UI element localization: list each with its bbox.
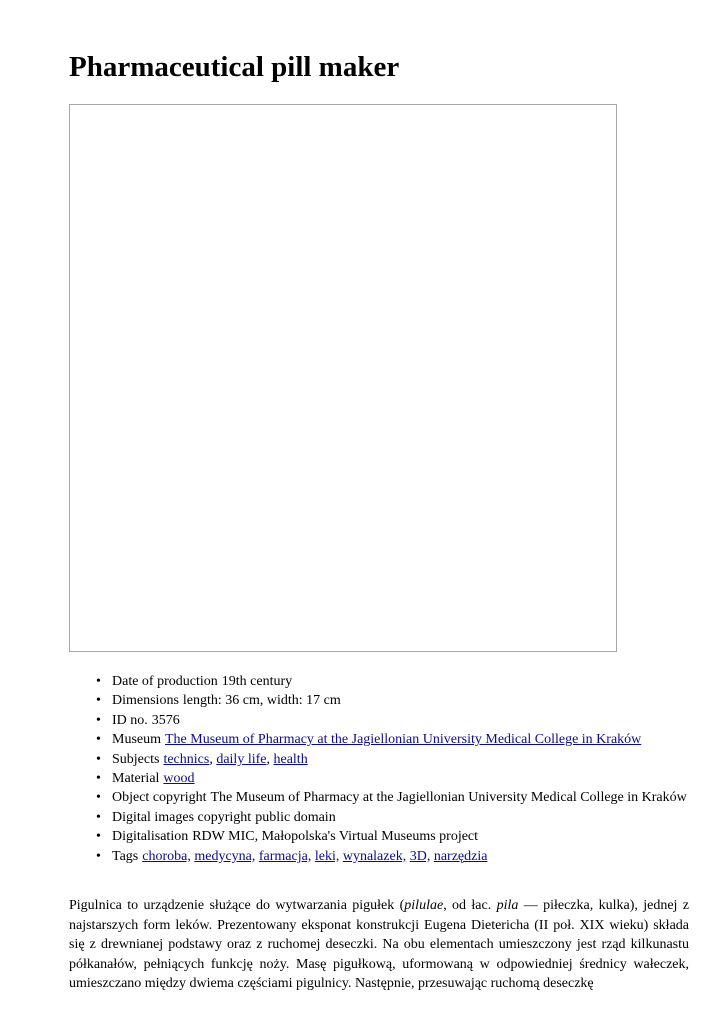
list-item-image-copyright [96,808,696,827]
digitalisation-value: RDW MIC, Małopolska's Virtual Museums project [192,829,479,845]
list-item-museum [96,730,696,749]
object-copyright-value: The Museum of Pharmacy at the Jagiellonian University Medical College in Kraków [210,790,687,806]
tag-link-choroba[interactable]: choroba, [142,848,191,864]
list-item-digitalisation [96,827,696,846]
bullet-icon: • [96,712,101,728]
tags-key: Tags [112,848,139,864]
image-copyright-value: public domain [255,809,336,825]
dimensions-key: Dimensions [112,693,179,709]
production-value: 19th century [221,674,293,689]
list-item-production [96,672,696,691]
list-item-material [96,769,696,788]
bullet-icon: • [96,848,101,864]
list-item-tags [96,847,696,866]
page-title: Pharmaceutical pill maker [69,51,400,83]
description-term-pila: pila [496,898,519,913]
subjects-key: Subjects [112,751,160,767]
bullet-icon: • [96,809,101,825]
bullet-icon: • [96,693,101,709]
metadata-list [69,672,696,866]
bullet-icon: • [96,751,101,767]
subject-link-health[interactable]: health [273,751,308,767]
material-key: Material [112,771,160,787]
bullet-icon: • [96,771,101,787]
description-text-2: , od łac. [443,898,497,913]
tag-link-narzedzia[interactable]: narzędzia [433,848,488,864]
tag-link-farmacja[interactable]: farmacja, [258,848,312,864]
bullet-icon: • [96,829,101,845]
bullet-icon: • [96,674,101,689]
bullet-icon: • [96,732,101,748]
description-text-3: — piłeczka, kulka), jednej z najstarszych form leków. Prezentowany eksponat konstrukcji Eugena Dietericha (II poł. XIX wieku) składa się z drewnianej podstawy oraz z ruchomej deseczki. Na obu elementach umieszczony jest rząd kilkunastu półkanałów, pełniących funkcję noży. Masę pigułkową, uformowaną w odpowiedniej średnicy wałeczek, umieszczano między dwiema częściami pigulnicy. Następnie, przesuwając ruchomą deseczkę [69,898,689,992]
production-key: Date of production [112,674,218,689]
id-value: 3576 [151,712,180,728]
description-paragraph [69,896,689,994]
list-item-id [96,711,696,730]
list-item-subjects: • Subjects technics, daily life, health [96,750,696,769]
description-term-pilulae: pilulae [404,898,444,913]
tag-link-wynalazek[interactable]: wynalazek, [342,848,407,864]
subject-link-daily-life[interactable]: daily life [216,751,267,767]
id-key: ID no. [112,712,148,728]
object-image-placeholder [69,104,617,652]
dimensions-value: length: 36 cm, width: 17 cm [182,693,341,709]
digitalisation-key: Digitalisation [112,829,189,845]
description-text-1: Pigulnica to urządzenie służące do wytwarzania pigułek ( [69,898,405,913]
object-copyright-key: Object copyright [112,790,207,806]
tag-link-medycyna[interactable]: medycyna, [194,848,256,864]
subject-link-technics[interactable]: technics [163,751,210,767]
list-item-dimensions [96,691,696,710]
museum-link[interactable]: The Museum of Pharmacy at the Jagiellonian University Medical College in Kraków [165,732,642,748]
image-copyright-key: Digital images copyright [112,809,252,825]
museum-key: Museum [112,732,161,748]
list-item-object-copyright [96,788,696,807]
material-link-wood[interactable]: wood [163,771,195,787]
tag-link-3d[interactable]: 3D, [409,848,431,864]
tag-link-leki[interactable]: leki, [314,848,340,864]
bullet-icon: • [96,790,101,806]
